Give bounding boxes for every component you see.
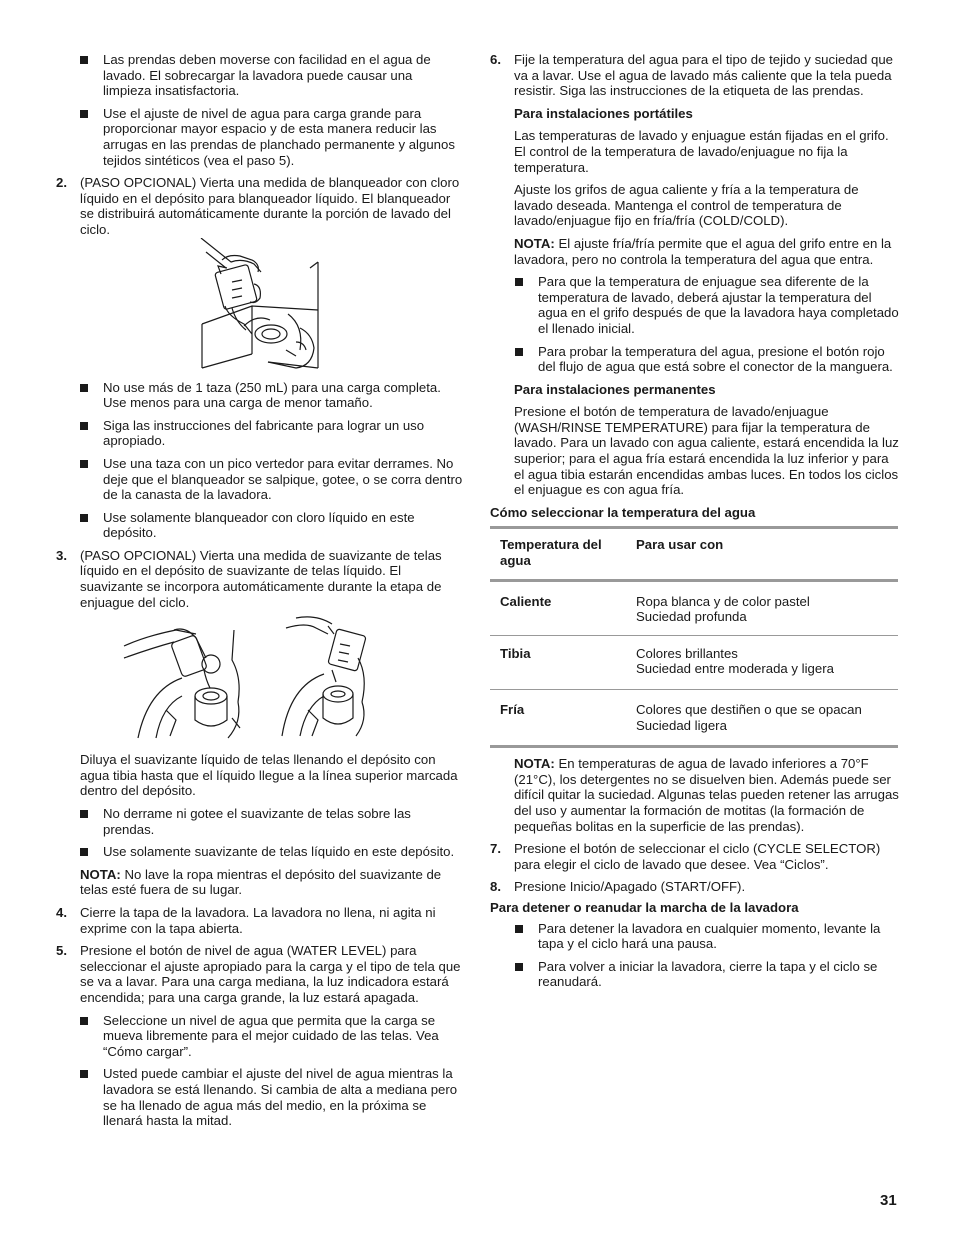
list-item: Siga las instrucciones del fabricante para lograr un uso apropiado. — [56, 418, 464, 449]
table-cell-line: Suciedad ligera — [636, 717, 727, 733]
list-item: Seleccione un nivel de agua que permita que la carga se mueva libremente para el mejor cuidado de las telas. Vea “Cómo cargar”. — [56, 1013, 464, 1060]
step-4 — [56, 905, 464, 936]
step-number: 2. — [56, 175, 67, 191]
stop-heading: Para detener o reanudar la marcha de la lavadora — [490, 899, 799, 915]
list-item: Para volver a iniciar la lavadora, cierre la tapa y el ciclo se reanudará. — [490, 959, 900, 990]
step-number: 5. — [56, 943, 67, 959]
list-item: Para que la temperatura de enjuague sea diferente de la temperatura de lavado, deberá ajustar la temperatura del agua en el grifo después de que la lavadora haya completado el llenado inicial. — [490, 274, 900, 336]
softener-pouring-illustration — [56, 610, 464, 740]
table-cell: Tibia — [500, 645, 531, 661]
table-cell-line: Ropa blanca y de color pastel — [636, 593, 810, 609]
step-5 — [56, 943, 464, 1005]
table-cell: Fría — [500, 702, 525, 717]
step-text: Fije la temperatura del agua para el tipo de tejido y suciedad que va a lavar. Use el agua de lavado más caliente que la tela pueda resistir. Siga las instrucciones de la etiqueta de las prendas. — [514, 52, 894, 99]
table-header-cell: Para usar con — [636, 537, 724, 553]
portable-paragraph-2: Ajuste los grifos de agua caliente y fría a la temperatura de lavado deseada. Mantenga el control de temperatura de lavado/enjuague fijo en fría/fría (COLD/COLD). — [514, 182, 859, 229]
list-item: Usted puede cambiar el ajuste del nivel de agua mientras la lavadora se está llenando. Si cambia de alta a mediana pero se ha llenado de agua más del medio, en la próxima se llenará hasta la mitad. — [56, 1066, 464, 1128]
note-paragraph — [490, 756, 900, 834]
table-cell-line: Suciedad profunda — [636, 609, 747, 625]
bleach-pouring-illustration — [56, 238, 464, 374]
list-item: Use solamente suavizante de telas líquido en este depósito. — [56, 844, 464, 860]
table-row — [490, 580, 898, 635]
step-3 — [56, 548, 464, 610]
list-item: Para probar la temperatura del agua, presione el botón rojo del flujo de agua que está sobre el conector de la manguera. — [490, 344, 900, 375]
note-label: NOTA: — [514, 235, 555, 251]
step-number: 7. — [490, 841, 501, 857]
note-paragraph — [56, 867, 464, 898]
table-cell — [626, 690, 898, 747]
note-text: No lave la ropa mientras el depósito del suavizante de telas esté fuera de su lugar. — [80, 866, 442, 898]
step-2 — [56, 175, 464, 237]
right-column — [490, 52, 900, 990]
list-item: Use el ajuste de nivel de agua para carga grande para proporcionar mayor espacio y de esta manera reducir las arrugas en las prendas de planchado permanente y algunos tejidos sintéticos (vea el paso 5). — [56, 106, 464, 168]
table-header-row — [490, 528, 898, 580]
step-number: 3. — [56, 547, 67, 563]
step-text: Presione Inicio/Apagado (START/OFF). — [514, 879, 746, 895]
list-item: Use solamente blanqueador con cloro líquido en este depósito. — [56, 510, 464, 541]
table-cell: Caliente — [500, 593, 552, 609]
portable-paragraph-1: Las temperaturas de lavado y enjuague están fijadas en el grifo. El control de la temperatura de lavado/enjuague no fija la temperatura. — [514, 128, 889, 175]
portable-heading: Para instalaciones portátiles — [514, 105, 693, 121]
table-row — [490, 635, 898, 689]
step-6 — [490, 52, 900, 99]
table-header-cell: Temperatura del agua — [500, 537, 602, 569]
list-item: No derrame ni gotee el suavizante de telas sobre las prendas. — [56, 806, 464, 837]
step-text: (PASO OPCIONAL) Vierta una medida de suavizante de telas líquido en el depósito de suavizante de telas líquido. El suavizante se incorpora automáticamente durante la etapa de enjuague del ciclo. — [80, 547, 442, 610]
list-item: Para detener la lavadora en cualquier momento, levante la tapa y el ciclo hará una pausa. — [490, 921, 900, 952]
note-text: El ajuste fría/fría permite que el agua del grifo entre en la lavadora, pero no controla la temperatura del agua que entra. — [514, 235, 892, 267]
step-number: 8. — [490, 879, 501, 895]
table-cell — [626, 580, 898, 635]
table-cell-line: Suciedad entre moderada y ligera — [636, 661, 834, 677]
step-text: (PASO OPCIONAL) Vierta una medida de blanqueador con cloro líquido en el depósito para blanqueador líquido. El blanqueador se distribuirá automáticamente durante la porción de lavado del ciclo. — [80, 175, 460, 237]
permanent-heading: Para instalaciones permanentes — [514, 381, 716, 397]
dilute-paragraph: Diluya el suavizante líquido de telas llenando el depósito con agua tibia hasta que el líquido llegue a la línea superior marcada dentro del depósito. — [80, 752, 458, 799]
list-item: No use más de 1 taza (250 mL) para una carga completa. Use menos para una carga de menor tamaño. — [56, 380, 464, 411]
left-column — [56, 52, 464, 1129]
step-7 — [490, 841, 900, 872]
step-number: 6. — [490, 52, 501, 67]
table-cell-line: Colores brillantes — [636, 645, 738, 661]
note-label: NOTA: — [80, 866, 121, 882]
temperature-table — [490, 526, 898, 748]
table-cell — [626, 635, 898, 689]
list-item: Use una taza con un pico vertedor para evitar derrames. No deje que el blanqueador se salpique, gotee, o se corra dentro de la canasta de la lavadora. — [56, 456, 464, 503]
step-text: Cierre la tapa de la lavadora. La lavadora no llena, ni agita ni exprime con la tapa abierta. — [80, 905, 436, 936]
note-label: NOTA: — [514, 756, 555, 772]
table-row — [490, 690, 898, 747]
step-text: Presione el botón de seleccionar el ciclo (CYCLE SELECTOR) para elegir el ciclo de lavado que desee. Vea “Ciclos”. — [514, 841, 881, 872]
permanent-paragraph: Presione el botón de temperatura de lavado/enjuague (WASH/RINSE TEMPERATURE) para fijar la temperatura de lavado. Para un lavado con agua caliente, estará encendida la luz superior; para el agua fría estará encendida la luz inferior y para el agua tibia estarán encendidas ambas luces. En todos los ciclos el enjuague es con agua fría. — [514, 404, 899, 498]
step-8 — [490, 879, 900, 895]
step-number: 4. — [56, 905, 67, 920]
list-item: Las prendas deben moverse con facilidad en el agua de lavado. El sobrecargar la lavadora puede causar una limpieza insatisfactoria. — [56, 52, 464, 99]
note-paragraph — [490, 236, 900, 267]
table-cell-line: Colores que destiñen o que se opacan — [636, 702, 862, 717]
step-text: Presione el botón de nivel de agua (WATER LEVEL) para seleccionar el ajuste apropiado para la carga y el tipo de tela que se va a lavar. Para una carga mediana, la luz indicadora estará encendida; para una carga grande, la luz estará apagada. — [80, 943, 461, 1005]
note-text: En temperaturas de agua de lavado inferiores a 70°F (21°C), los detergentes no se disuelven bien. Además puede ser difícil quitar la suciedad. Algunas telas pueden retener las arrugas del uso y aumentar la formación de motitas (la formación de pequeñas bolitas en la superficie de las prendas). — [514, 756, 899, 834]
page-number: 31 — [880, 1192, 897, 1209]
table-heading: Cómo seleccionar la temperatura del agua — [490, 504, 756, 520]
